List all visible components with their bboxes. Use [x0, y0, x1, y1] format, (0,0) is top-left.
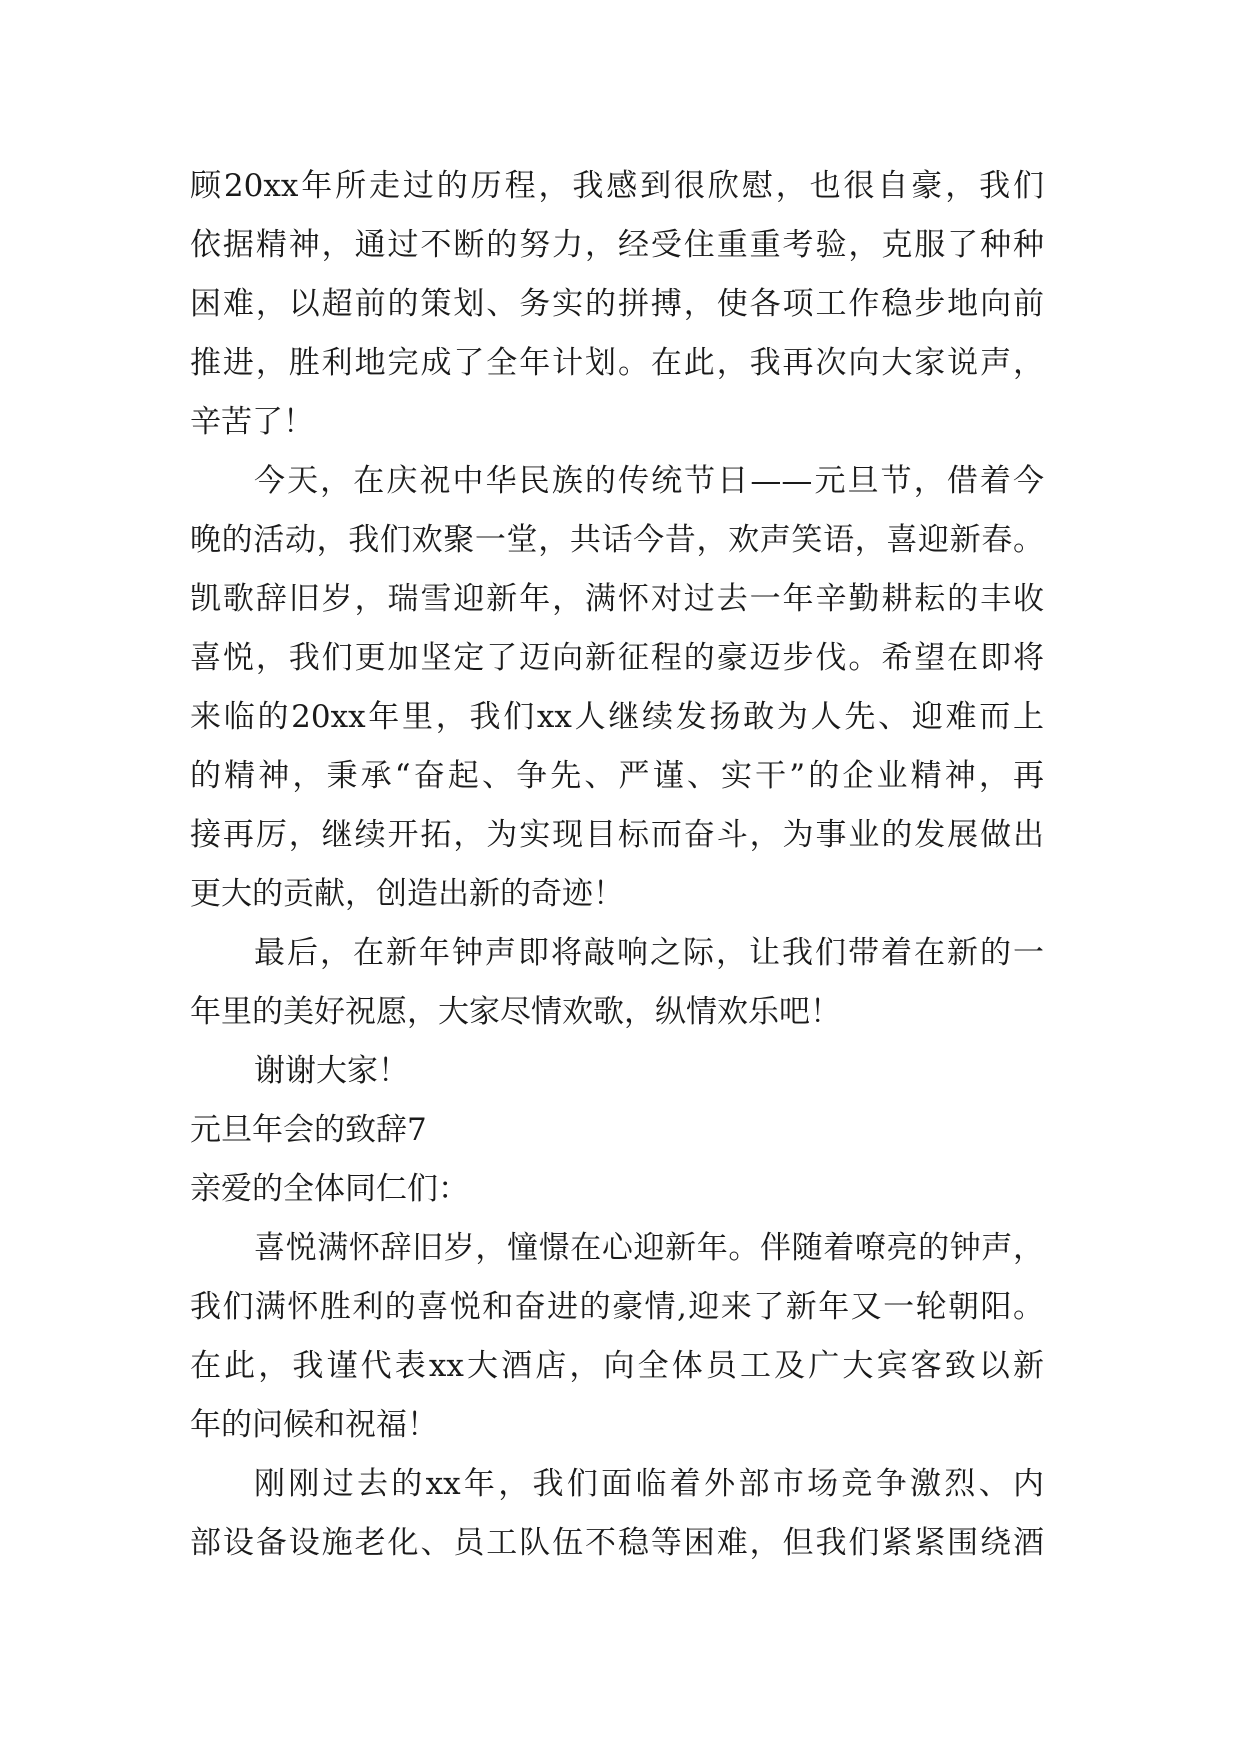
text-line: 顾20xx年所走过的历程，我感到很欣慰，也很自豪，我们 — [190, 168, 1044, 204]
text-line: 最后，在新年钟声即将敲响之际，让我们带着在新的一 — [254, 935, 1044, 971]
text-line: 推进，胜利地完成了全年计划。在此，我再次向大家说声， — [190, 345, 1044, 381]
section-heading: 元旦年会的致辞7 — [190, 1112, 427, 1148]
text-line: 年里的美好祝愿，大家尽情欢歌，纵情欢乐吧！ — [190, 994, 841, 1030]
text-line: 喜悦，我们更加坚定了迈向新征程的豪迈步伐。希望在即将 — [190, 640, 1044, 676]
text-line: 刚刚过去的xx年，我们面临着外部市场竞争激烈、内 — [254, 1466, 1044, 1502]
text-line: 来临的20xx年里，我们xx人继续发扬敢为人先、迎难而上 — [190, 699, 1044, 735]
text-line: 今天，在庆祝中华民族的传统节日——元旦节，借着今 — [254, 463, 1044, 499]
text-line: 困难，以超前的策划、务实的拼搏，使各项工作稳步地向前 — [190, 286, 1044, 322]
text-line: 喜悦满怀辞旧岁，憧憬在心迎新年。伴随着嘹亮的钟声， — [254, 1230, 1044, 1266]
text-line: 辛苦了！ — [190, 404, 314, 440]
text-line: 谢谢大家！ — [254, 1053, 409, 1089]
text-line: 部设备设施老化、员工队伍不稳等困难，但我们紧紧围绕酒 — [190, 1525, 1044, 1561]
text-line: 依据精神，通过不断的努力，经受住重重考验，克服了种种 — [190, 227, 1044, 263]
text-line: 更大的贡献，创造出新的奇迹！ — [190, 876, 624, 912]
text-line: 凯歌辞旧岁，瑞雪迎新年，满怀对过去一年辛勤耕耘的丰收 — [190, 581, 1044, 617]
text-line: 我们满怀胜利的喜悦和奋进的豪情,迎来了新年又一轮朝阳。 — [190, 1289, 1044, 1325]
text-line: 接再厉，继续开拓，为实现目标而奋斗，为事业的发展做出 — [190, 817, 1044, 853]
text-line: 年的问候和祝福！ — [190, 1407, 438, 1443]
text-line: 在此，我谨代表xx大酒店，向全体员工及广大宾客致以新 — [190, 1348, 1044, 1384]
text-line: 的精神，秉承“奋起、争先、严谨、实干”的企业精神，再 — [190, 758, 1044, 794]
text-line: 晚的活动，我们欢聚一堂，共话今昔，欢声笑语，喜迎新春。 — [190, 522, 1044, 558]
salutation: 亲爱的全体同仁们： — [190, 1171, 469, 1207]
